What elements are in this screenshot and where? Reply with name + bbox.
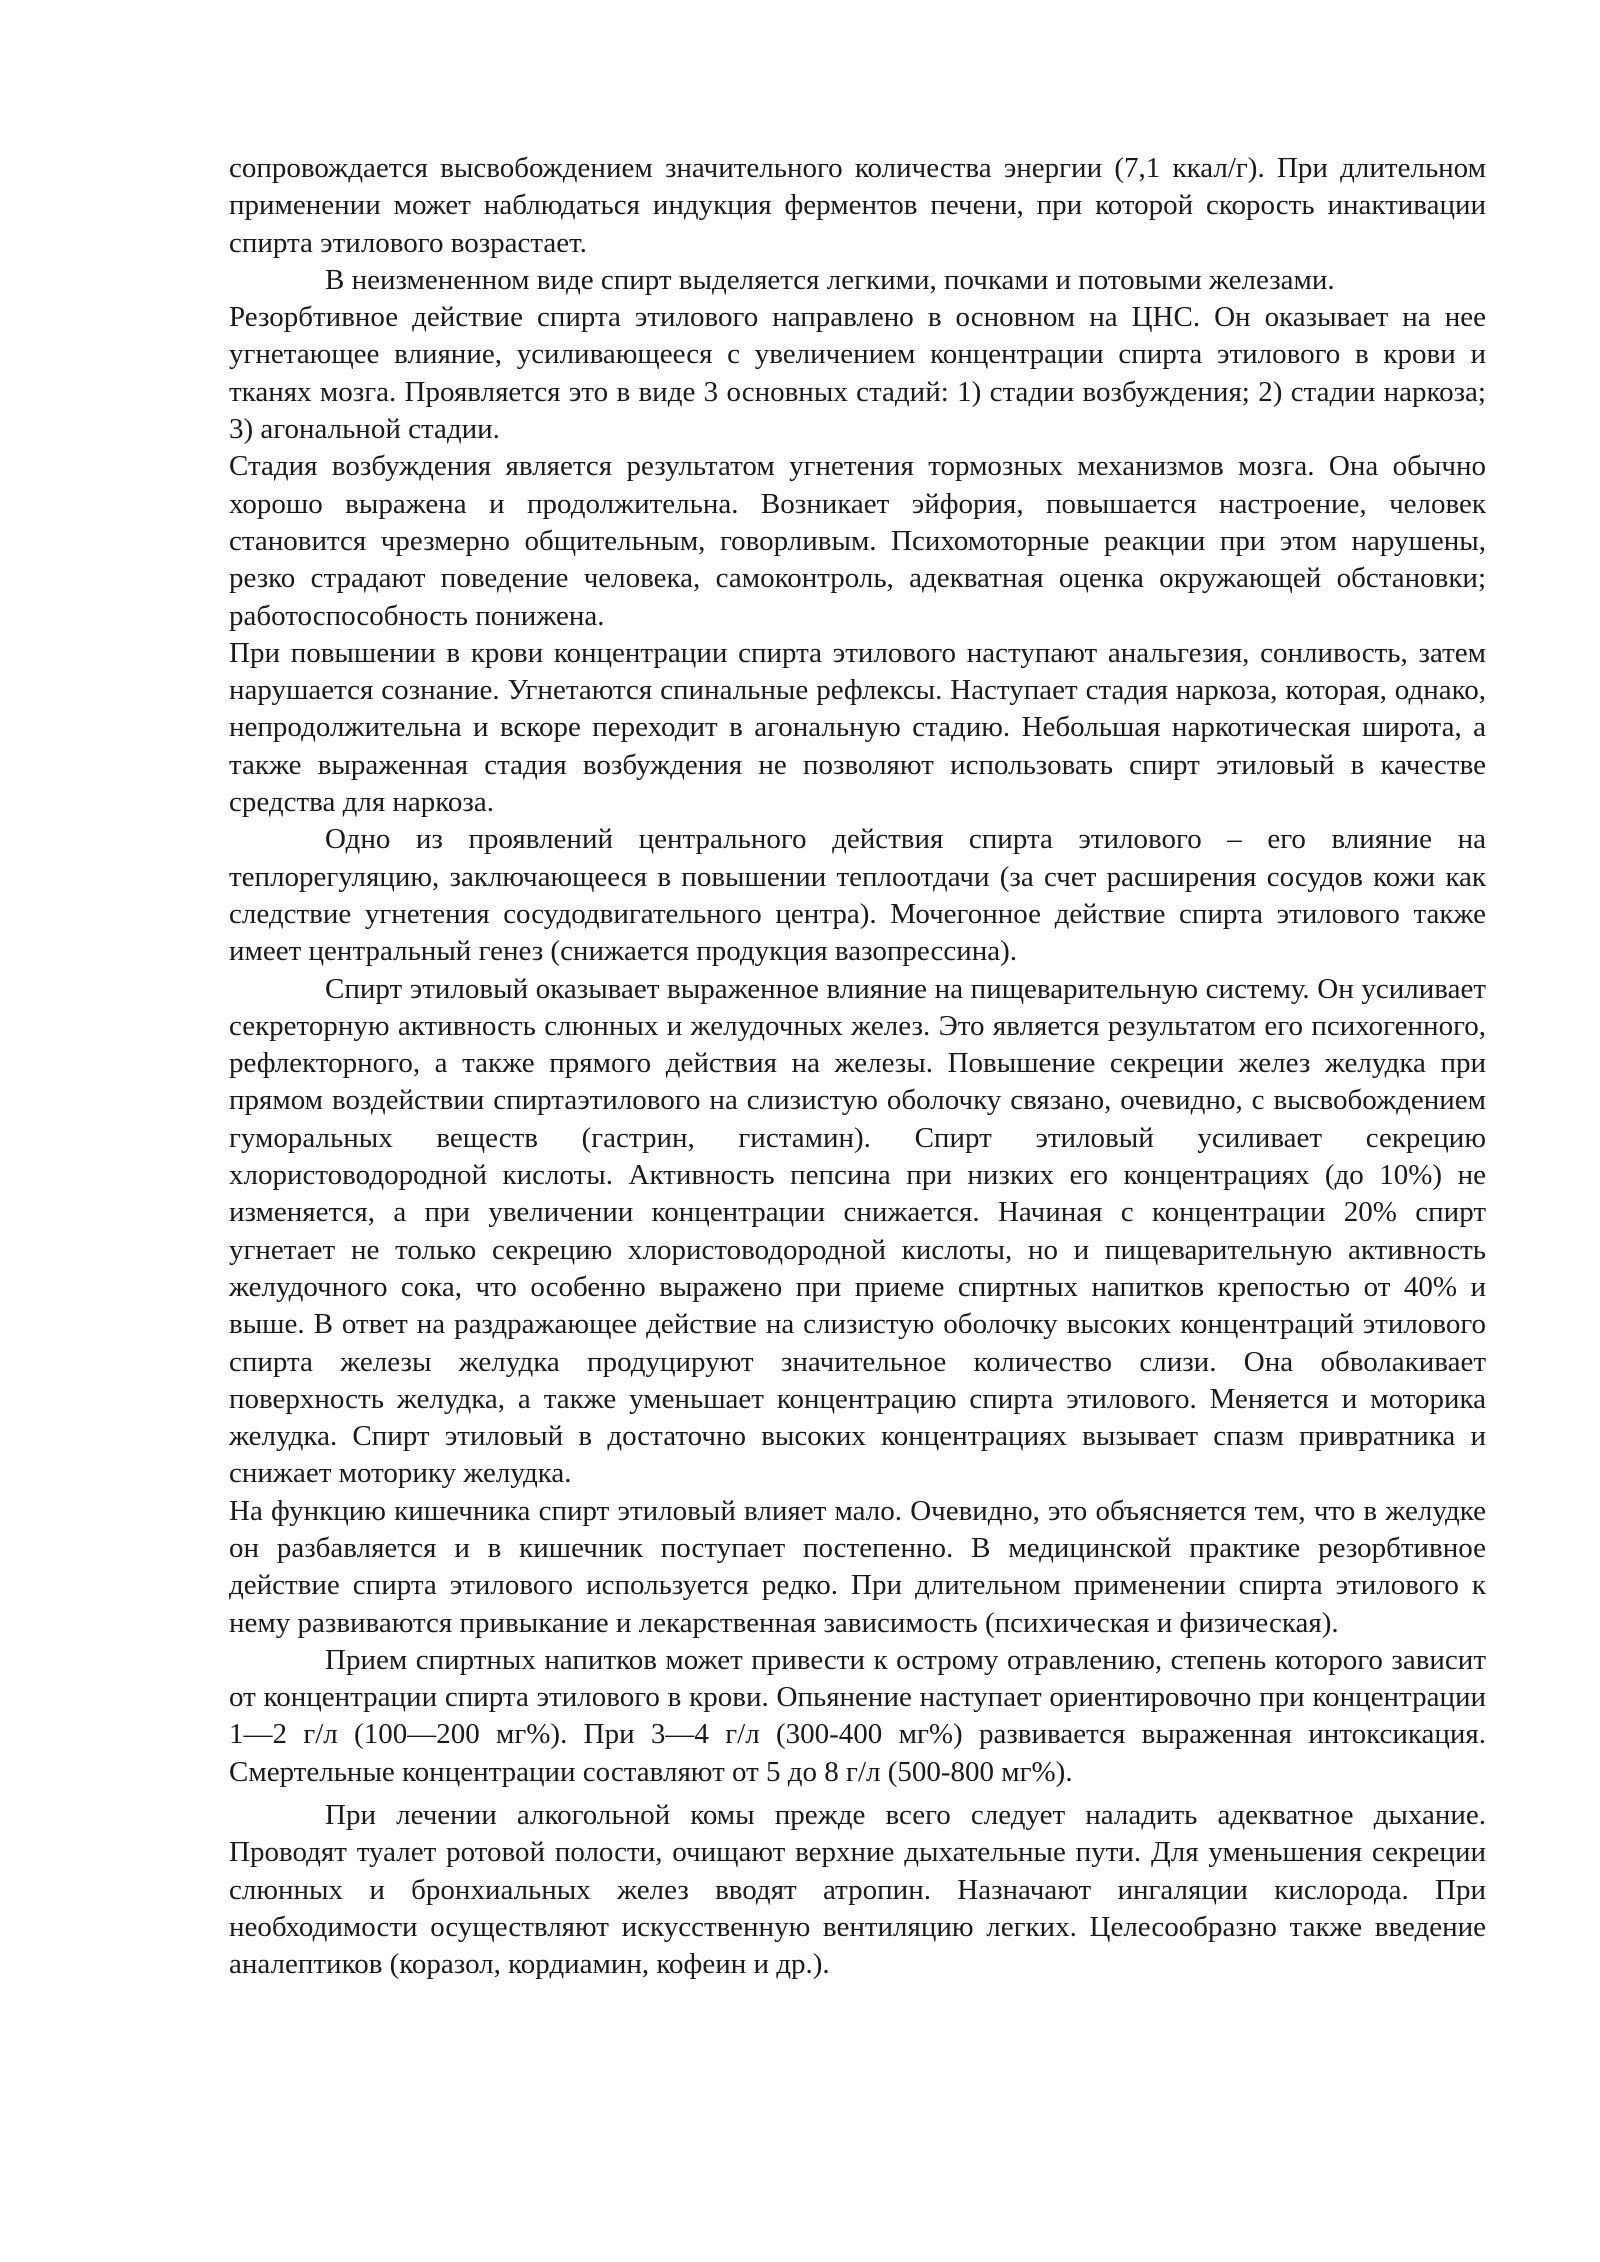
paragraph-resorptive-action: Резорбтивное действие спирта этилового направлено в основном на ЦНС. Он оказывает на нее угнетающее влияние, усиливающееся с увеличением концентрации спирта этилового в крови и тканях мозга. Проявляется это в виде 3 основных стадий: 1) стадии возбуждения; 2) стадии наркоза; 3) агональной стадии. — [229, 301, 1486, 446]
paragraph-excitation-stage: Стадия возбуждения является результатом угнетения тормозных механизмов мозга. Она обычно хорошо выражена и продолжительна. Возникает эйфория, повышается настроение, человек становится чрезмерно общительным, говорливым. Психомоторные реакции при этом нарушены, резко страдают поведение человека, самоконтроль, адекватная оценка окружающей обстановки; работоспособность понижена. — [229, 450, 1486, 632]
paragraph-anesthesia-stage: При повышении в крови концентрации спирта этилового наступают анальгезия, сонливость, затем нарушается сознание. Угнетаются спинальные рефлексы. Наступает стадия наркоза, которая, однако, непродолжительна и вскоре переходит в агональную стадию. Небольшая наркотическая широта, а также выраженная стадия возбуждения не позволяют использовать спирт этиловый в качестве средства для наркоза. — [229, 636, 1486, 819]
paragraph-digestive-system: Спирт этиловый оказывает выраженное влияние на пищеварительную систему. Он усиливает секреторную активность слюнных и желудочных желез. Это является результатом его психогенного, рефлекторного, а также прямого действия на железы. Повышение секреции желез желудка при прямом воздействии спиртаэтилового на слизистую оболочку связано, очевидно, с высвобождением гуморальных веществ (гастрин, гистамин). Спирт этиловый усиливает секрецию хлористоводородной кислоты. Активность пепсина при низких его концентрациях (до 10%) не изменяется, а при увеличении концентрации снижается. Начиная с концентрации 20% спирт угнетает не только секрецию хлористоводородной кислоты, но и пищеварительную активность желудочного сока, что особенно выражено при приеме спиртных напитков крепостью от 40% и выше. В ответ на раздражающее действие на слизистую оболочку высоких концентраций этилового спирта железы желудка продуцируют значительное количество слизи. Она обволакивает поверхность желудка, а также уменьшает концентрацию спирта этилового. Меняется и моторика желудка. Спирт этиловый в достаточно высоких концентрациях вызывает спазм привратника и снижает моторику желудка. — [229, 972, 1486, 1490]
paragraph-excretion: В неизмененном виде спирт выделяется легкими, почками и потовыми железами. — [325, 263, 1335, 296]
paragraph-coma-treatment: При лечении алкогольной комы прежде всего следует наладить адекватное дыхание. Проводят туалет ротовой полости, очищают верхние дыхательные пути. Для уменьшения секреции слюнных и бронхиальных желез вводят атропин. Назначают ингаляции кислорода. При необходимости осуществляют искусственную вентиляцию легких. Целесообразно также введение аналептиков (коразол, кордиамин, кофеин и др.). — [229, 1799, 1486, 1981]
paragraph-acute-poisoning: Прием спиртных напитков может привести к острому отравлению, степень которого зависит от концентрации спирта этилового в крови. Опьянение наступает ориентировочно при концентрации 1—2 г/л (100—200 мг%). При 3—4 г/л (300-400 мг%) развивается выраженная интоксикация. Смертельные концентрации составляют от 5 до 8 г/л (500-800 мг%). — [229, 1643, 1486, 1788]
paragraph-energy-release: сопровождается высвобождением значительного количества энергии (7,1 ккал/г). При длительном применении может наблюдаться индукция ферментов печени, при которой скорость инактивации спирта этилового возрастает. — [229, 152, 1486, 259]
paragraph-thermoregulation: Одно из проявлений центрального действия спирта этилового – его влияние на теплорегуляцию, заключающееся в повышении теплоотдачи (за счет расширения сосудов кожи как следствие угнетения сосудодвигательного центра). Мочегонное действие спирта этилового также имеет центральный генез (снижается продукция вазопрессина). — [229, 823, 1486, 968]
document-page — [229, 150, 1486, 1984]
paragraph-intestine: На функцию кишечника спирт этиловый влияет мало. Очевидно, это объясняется тем, что в желудке он разбавляется и в кишечник поступает постепенно. В медицинской практике резорбтивное действие спирта этилового используется редко. При длительном применении спирта этилового к нему развиваются привыкание и лекарственная зависимость (психическая и физическая). — [229, 1494, 1486, 1639]
